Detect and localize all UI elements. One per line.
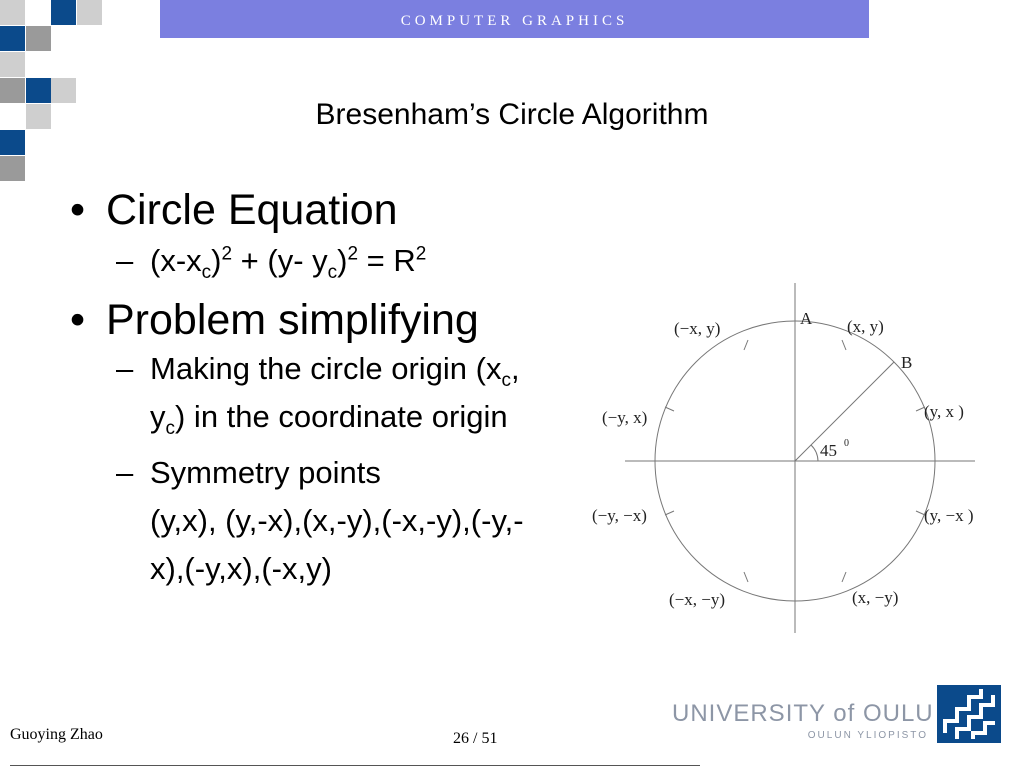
point-a-label: A <box>800 309 813 328</box>
label-ny-nx: (−y, −x) <box>592 506 647 525</box>
label-ny-x: (−y, x) <box>602 408 648 427</box>
university-logo-icon <box>937 685 1001 743</box>
corner-square <box>0 52 25 77</box>
corner-square <box>0 26 25 51</box>
bullet-circle-equation: • Circle Equation <box>70 186 398 234</box>
angle-arc <box>811 445 818 461</box>
symmetry-item: – Symmetry points (y,x), (y,-x),(x,-y),(-x,-y),(-y,-x),(-y,x),(-x,y) <box>70 449 540 593</box>
point-b-label: B <box>901 353 913 372</box>
corner-square <box>51 0 76 25</box>
university-wordmark <box>672 700 934 741</box>
corner-square <box>0 78 25 103</box>
corner-square <box>26 78 51 103</box>
label-y-x: (y, x ) <box>924 402 964 421</box>
label-nx-ny: (−x, −y) <box>669 590 725 609</box>
corner-square <box>0 130 25 155</box>
bullet-problem-simplifying: • Problem simplifying <box>70 296 479 344</box>
tick-mark <box>744 340 748 350</box>
page-number: 26 / 51 <box>453 730 498 747</box>
symmetry-points: (y,x), (y,-x),(x,-y),(-x,-y),(-y,-x),(-y,x),(-x,y) <box>150 503 524 586</box>
tick-mark <box>665 511 674 515</box>
tick-mark <box>842 340 846 350</box>
university-subtitle: OULUN YLIOPISTO <box>807 730 928 741</box>
dash-marker: – <box>116 243 134 278</box>
corner-square <box>77 0 102 25</box>
corner-square <box>26 104 51 129</box>
label-x-y: (x, y) <box>847 317 884 336</box>
angle-unit-label: 0 <box>844 438 849 449</box>
dash-marker: – <box>116 351 134 386</box>
tick-mark <box>744 572 748 582</box>
tick-mark <box>842 572 846 582</box>
author-name: Guoying Zhao <box>10 726 103 743</box>
bullet-list <box>70 185 540 593</box>
bullet-dot: • <box>70 186 86 234</box>
label-x-ny: (x, −y) <box>852 588 899 607</box>
footer-divider <box>10 765 700 766</box>
angle-label: 45 <box>820 441 837 460</box>
corner-square <box>0 156 25 181</box>
tick-mark <box>665 407 674 411</box>
equation-item: – $(x-x_c)^2 + (y-$ $y_c)^2 = R^2$ <box>70 237 540 285</box>
corner-square <box>26 26 51 51</box>
header-banner: COMPUTER GRAPHICS <box>160 0 869 38</box>
origin-item: – Making the circle origin ($x_c$, $y_c$) in the coordinate origin <box>70 345 540 441</box>
dash-marker: – <box>116 455 134 490</box>
corner-square <box>0 0 25 25</box>
label-nx-y: (−x, y) <box>674 319 721 338</box>
corner-square <box>51 78 76 103</box>
bullet-dot: • <box>70 296 86 344</box>
slide-title: Bresenham’s Circle Algorithm <box>315 98 709 131</box>
circle-diagram <box>582 280 1012 640</box>
label-y-nx: (y, −x ) <box>924 506 974 525</box>
university-name: UNIVERSITY of OULU <box>672 700 934 727</box>
